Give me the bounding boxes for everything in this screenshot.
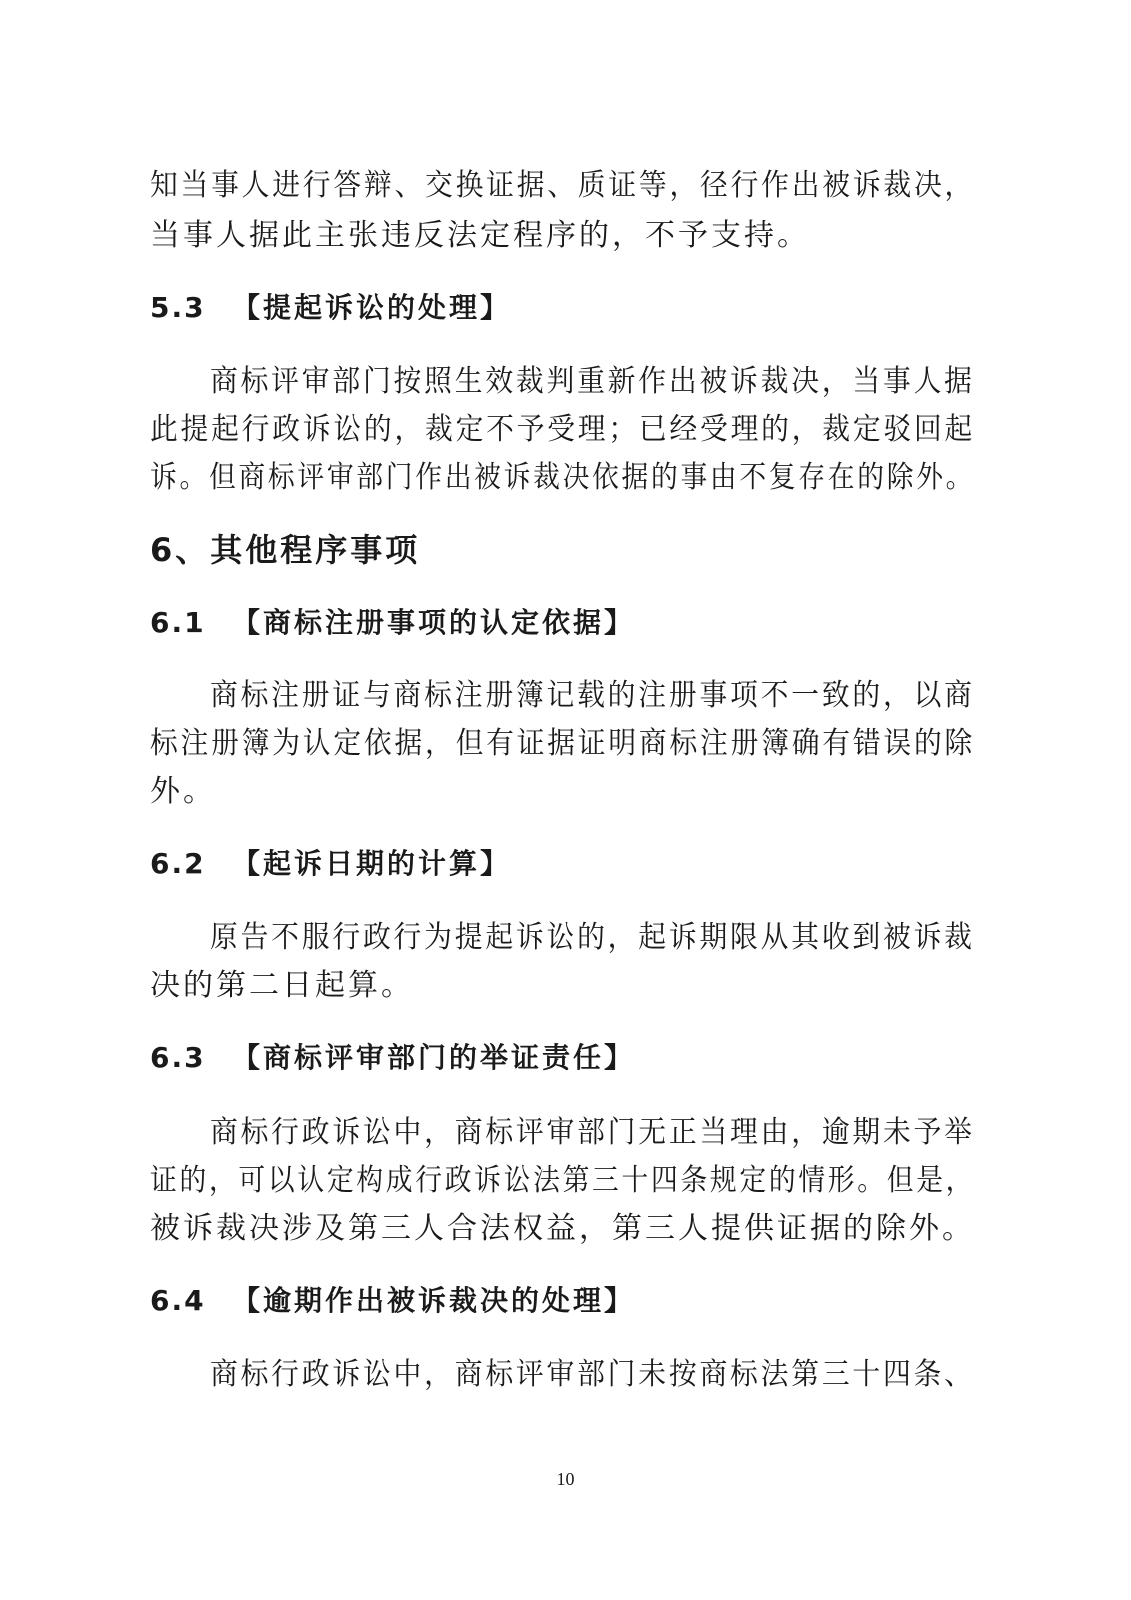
heading-6-1 xyxy=(150,603,635,643)
heading-title: 【提起诉讼的处理】 xyxy=(232,291,512,324)
paragraph-line: 当事人据此主张违反法定程序的，不予支持。 xyxy=(150,218,810,253)
heading-title: 【商标评审部门的举证责任】 xyxy=(232,1041,636,1074)
heading-number: 6.3 xyxy=(150,1041,206,1074)
heading-title: 【逾期作出被诉裁决的处理】 xyxy=(232,1284,636,1317)
paragraph-line: 决的第二日起算。 xyxy=(150,968,414,1003)
paragraph-line: 外。 xyxy=(150,774,216,809)
heading-5-3 xyxy=(150,288,511,328)
paragraph-line: 商标评审部门按照生效裁判重新作出被诉裁决，当事人据 xyxy=(210,364,975,399)
heading-number: 6.1 xyxy=(150,606,206,639)
heading-number: 6.2 xyxy=(150,847,206,880)
paragraph-line: 诉。但商标评审部门作出被诉裁决依据的事由不复存在的除外。 xyxy=(150,460,976,495)
heading-6-4 xyxy=(150,1281,635,1321)
paragraph-line: 商标行政诉讼中，商标评审部门未按商标法第三十四条、 xyxy=(210,1357,975,1392)
page-number: 10 xyxy=(556,1469,575,1489)
paragraph-line: 知当事人进行答辩、交换证据、质证等，径行作出被诉裁决， xyxy=(150,168,976,203)
heading-title: 【起诉日期的计算】 xyxy=(232,847,512,880)
heading-title: 【商标注册事项的认定依据】 xyxy=(232,606,636,639)
paragraph-line: 被诉裁决涉及第三人合法权益，第三人提供证据的除外。 xyxy=(150,1211,975,1246)
paragraph-line: 商标注册证与商标注册簿记载的注册事项不一致的，以商 xyxy=(210,678,975,713)
heading-6-3 xyxy=(150,1038,635,1078)
paragraph-line: 商标行政诉讼中，商标评审部门无正当理由，逾期未予举 xyxy=(210,1115,975,1150)
paragraph-line: 证的，可以认定构成行政诉讼法第三十四条规定的情形。但是， xyxy=(150,1163,976,1198)
heading-number: 6.4 xyxy=(150,1284,206,1317)
paragraph-line: 原告不服行政行为提起诉讼的，起诉期限从其收到被诉裁 xyxy=(210,920,975,955)
paragraph-line: 此提起行政诉讼的，裁定不予受理；已经受理的，裁定驳回起 xyxy=(150,412,976,447)
heading-6-2 xyxy=(150,844,511,884)
section-heading-6: 6、其他程序事项 xyxy=(150,531,421,569)
heading-number: 5.3 xyxy=(150,291,206,324)
paragraph-line: 标注册簿为认定依据，但有证据证明商标注册簿确有错误的除 xyxy=(150,726,976,761)
